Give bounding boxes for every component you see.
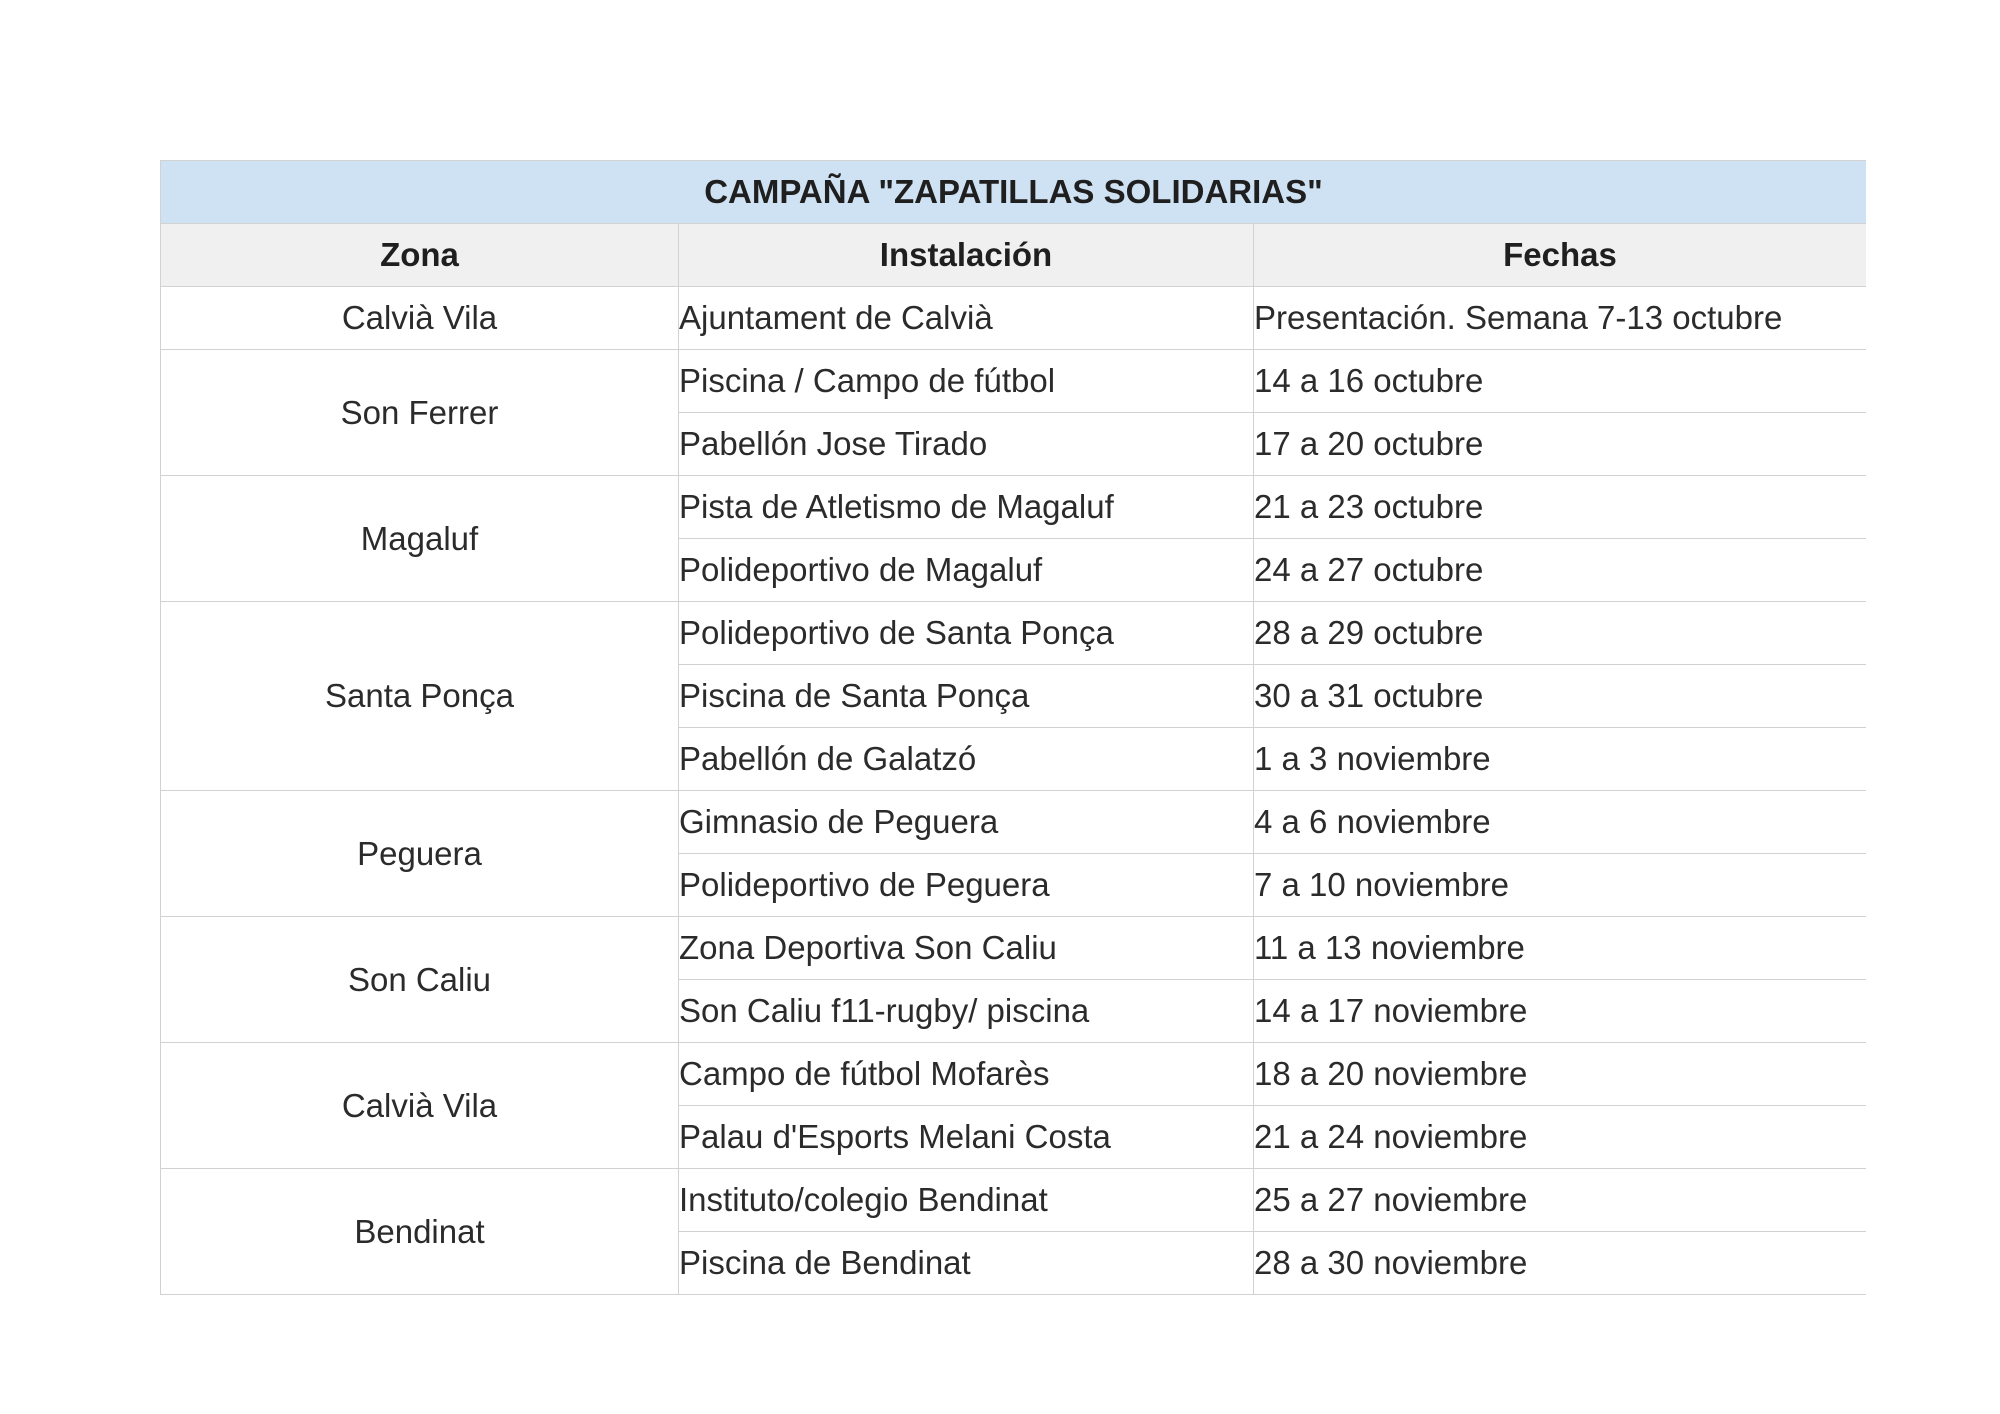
instalacion-cell: Polideportivo de Magaluf [679, 539, 1254, 602]
table-row [161, 1169, 1867, 1232]
fechas-cell: 17 a 20 octubre [1254, 413, 1867, 476]
instalacion-cell: Piscina de Bendinat [679, 1232, 1254, 1295]
document-page [160, 160, 1866, 1304]
fechas-cell: 14 a 17 noviembre [1254, 980, 1867, 1043]
instalacion-cell: Pabellón de Galatzó [679, 728, 1254, 791]
title-row [161, 161, 1867, 224]
fechas-cell: 24 a 27 octubre [1254, 539, 1867, 602]
instalacion-cell: Son Caliu f11-rugby/ piscina [679, 980, 1254, 1043]
table-row [161, 602, 1867, 665]
fechas-cell: 7 a 10 noviembre [1254, 854, 1867, 917]
fechas-cell: 21 a 23 octubre [1254, 476, 1867, 539]
header-fechas: Fechas [1254, 224, 1867, 287]
table-body [161, 287, 1867, 1295]
instalacion-cell: Polideportivo de Santa Ponça [679, 602, 1254, 665]
fechas-cell: 25 a 27 noviembre [1254, 1169, 1867, 1232]
instalacion-cell: Piscina / Campo de fútbol [679, 350, 1254, 413]
instalacion-cell: Gimnasio de Peguera [679, 791, 1254, 854]
instalacion-cell: Pista de Atletismo de Magaluf [679, 476, 1254, 539]
instalacion-cell: Piscina de Santa Ponça [679, 665, 1254, 728]
instalacion-cell: Pabellón Jose Tirado [679, 413, 1254, 476]
table-row [161, 791, 1867, 854]
instalacion-cell: Polideportivo de Peguera [679, 854, 1254, 917]
zona-cell: Son Ferrer [161, 350, 679, 476]
table-row [161, 917, 1867, 980]
zona-cell: Santa Ponça [161, 602, 679, 791]
zona-cell: Son Caliu [161, 917, 679, 1043]
table-title: CAMPAÑA "ZAPATILLAS SOLIDARIAS" [161, 161, 1867, 224]
table-row [161, 476, 1867, 539]
campaign-table [160, 160, 1866, 1295]
header-row [161, 224, 1867, 287]
fechas-cell: 21 a 24 noviembre [1254, 1106, 1867, 1169]
table-row [161, 287, 1867, 350]
fechas-cell: 4 a 6 noviembre [1254, 791, 1867, 854]
instalacion-cell: Instituto/colegio Bendinat [679, 1169, 1254, 1232]
zona-cell: Bendinat [161, 1169, 679, 1295]
fechas-cell: 18 a 20 noviembre [1254, 1043, 1867, 1106]
header-instalacion: Instalación [679, 224, 1254, 287]
instalacion-cell: Ajuntament de Calvià [679, 287, 1254, 350]
fechas-cell: Presentación. Semana 7-13 octubre [1254, 287, 1867, 350]
zona-cell: Magaluf [161, 476, 679, 602]
fechas-cell: 14 a 16 octubre [1254, 350, 1867, 413]
table-row [161, 350, 1867, 413]
zona-cell: Peguera [161, 791, 679, 917]
instalacion-cell: Campo de fútbol Mofarès [679, 1043, 1254, 1106]
header-zona: Zona [161, 224, 679, 287]
zona-cell: Calvià Vila [161, 287, 679, 350]
instalacion-cell: Palau d'Esports Melani Costa [679, 1106, 1254, 1169]
fechas-cell: 30 a 31 octubre [1254, 665, 1867, 728]
fechas-cell: 11 a 13 noviembre [1254, 917, 1867, 980]
fechas-cell: 28 a 30 noviembre [1254, 1232, 1867, 1295]
zona-cell: Calvià Vila [161, 1043, 679, 1169]
instalacion-cell: Zona Deportiva Son Caliu [679, 917, 1254, 980]
fechas-cell: 28 a 29 octubre [1254, 602, 1867, 665]
fechas-cell: 1 a 3 noviembre [1254, 728, 1867, 791]
table-row [161, 1043, 1867, 1106]
